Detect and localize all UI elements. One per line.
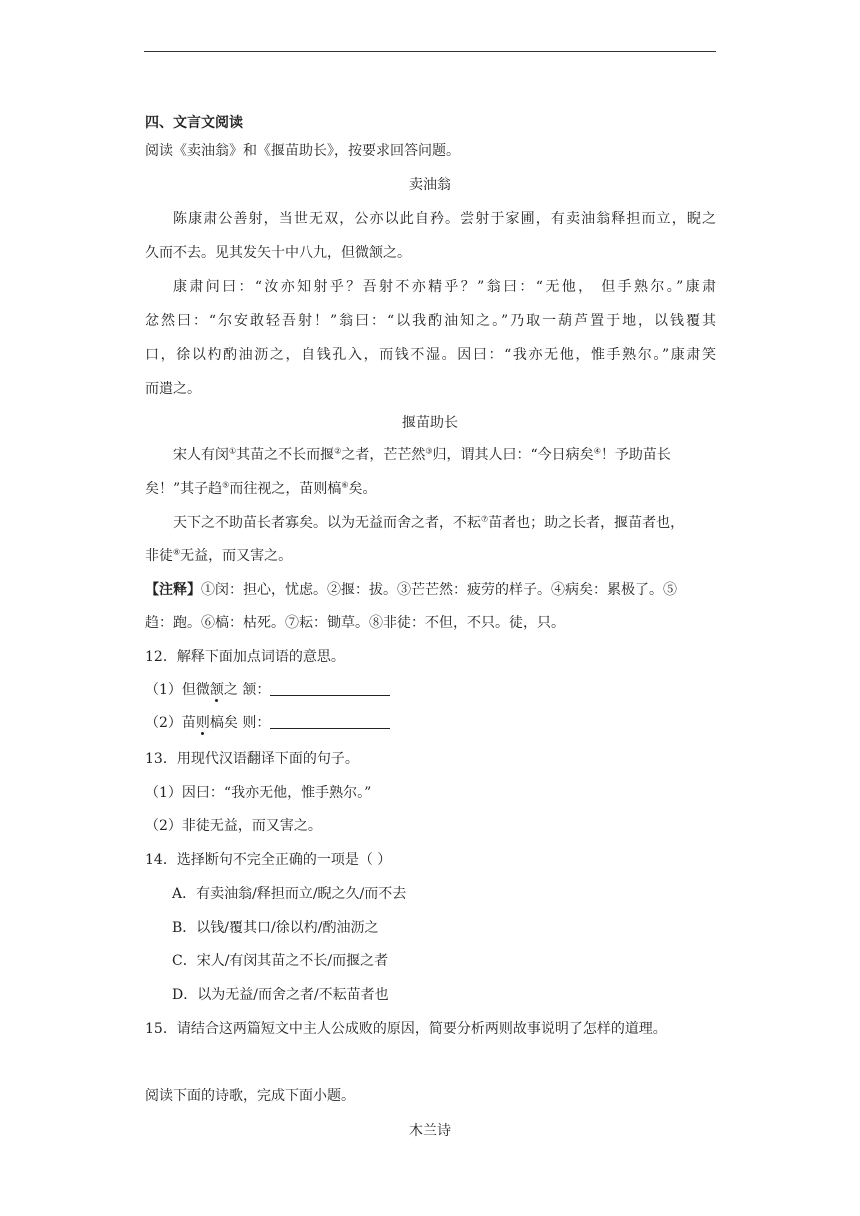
annotation-line: 【注释】①闵：担心，忧虑。②揠：拔。③芒芒然：疲劳的样子。④病矣：累极了。⑤ [145,582,677,598]
answer-blank[interactable] [270,681,390,696]
question-15-stem: 15．请结合这两篇短文中主人公成败的原因，简要分析两则故事说明了怎样的道理。 [145,1021,667,1037]
question-13-item-1: （1）因曰：“我亦无他，惟手熟尔。” [145,785,372,801]
passage2-title: 揠苗助长 [402,415,458,431]
poem-instruction: 阅读下面的诗歌，完成下面小题。 [145,1088,355,1104]
passage1-line: 口，徐以杓酌油沥之，自钱孔入，而钱不湿。因曰：“我亦无他，惟手熟尔。”康肃笑 [145,347,716,363]
passage1-line: 陈康肃公善射，当世无双，公亦以此自矜。尝射于家圃，有卖油翁释担而立，睨之 [173,211,716,227]
question-12-item-2: （2）苗则槁矣 则： [145,713,390,733]
question-14-option-a[interactable]: A．有卖油翁/释担而立/睨之久/而不去 [172,886,407,902]
footnote-ref: ⑦ [481,514,489,524]
annotation-line: 趋：跑。⑥槁：枯死。⑦耘：锄草。⑧非徒：不但，不只。徒，只。 [145,615,565,631]
passage1-line: 忿然曰：“尔安敢轻吾射！”翁曰：“以我酌油知之。”乃取一葫芦置于地，以钱覆其 [145,313,716,329]
footnote-ref: ④ [593,446,601,456]
passage1-title: 卖油翁 [409,177,451,193]
footnote-ref: ⑧ [173,547,181,557]
question-13-item-2: （2）非徒无益，而又害之。 [145,818,322,834]
passage2-line: 天下之不助苗长者寡矣。以为无益而舍之者，不耘⑦苗者也；助之长者，揠苗者也， [173,514,685,531]
passage2-line: 矣！”其子趋⑤而往视之，苗则槁⑥矣。 [145,480,377,497]
question-12-item-1: （1）但微颔之 颔： [145,680,390,700]
question-14-option-b[interactable]: B．以钱/覆其口/徐以杓/酌油沥之 [172,920,379,936]
passage1-line: 康肃问曰：“汝亦知射乎？吾射不亦精乎？”翁曰：“无他， 但手熟尔。”康肃 [173,279,716,295]
question-13-stem: 13．用现代汉语翻译下面的句子。 [145,751,359,767]
passage1-line: 而遣之。 [145,381,201,397]
passage2-line: 宋人有闵①其苗之不长而揠②之者，芒芒然③归，谓其人曰：“今日病矣④！予助苗长 [173,446,671,463]
footnote-ref: ③ [425,446,433,456]
question-14-option-c[interactable]: C．宋人/有闵其苗之不长/而揠之者 [172,953,389,969]
passage1-line: 久而不去。见其发矢十中八九，但微颔之。 [145,245,411,261]
answer-blank[interactable] [270,714,390,729]
dotted-word: 颔 [209,682,224,698]
footnote-ref: ⑤ [222,480,230,490]
section-title: 四、文言文阅读 [145,115,243,131]
annotation-label: 【注释】 [145,582,201,598]
question-14-option-d[interactable]: D．以为无益/而舍之者/不耘苗者也 [172,987,389,1003]
footnote-ref: ⑥ [341,480,349,490]
question-12-stem: 12．解释下面加点词语的意思。 [145,649,345,665]
poem-title: 木兰诗 [409,1123,451,1139]
footnote-ref: ② [334,446,342,456]
footnote-ref: ① [229,446,237,456]
dotted-word: 则 [195,715,210,731]
header-rule [144,51,716,52]
passage2-line: 非徒⑧无益，而又害之。 [145,547,293,564]
question-14-stem: 14．选择断句不完全正确的一项是（ ） [145,852,392,868]
reading-instruction: 阅读《卖油翁》和《揠苗助长》，按要求回答问题。 [145,143,460,159]
